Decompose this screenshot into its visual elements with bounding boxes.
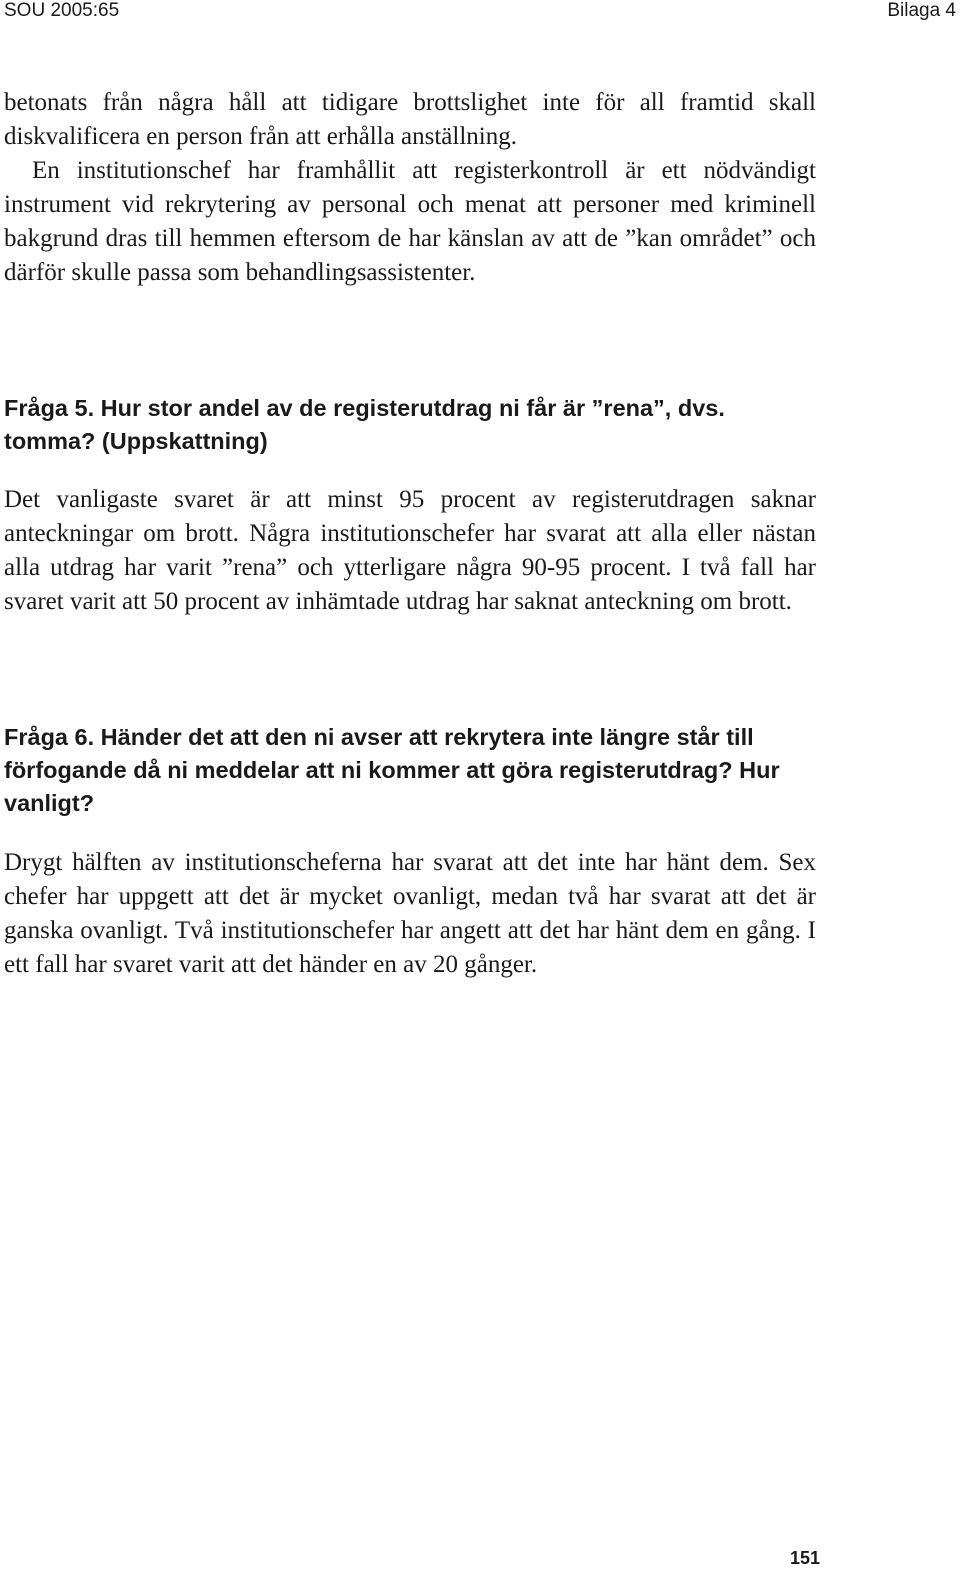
- appendix-label: Bilaga 4: [887, 0, 956, 21]
- paragraph-2-text: En institutionschef har framhållit att registerkontroll är ett nödvändigt instrument vid rekrytering av personal och menat att personer med kriminell bakgrund dras till hemmen eftersom de har känslan av att de ”kan området” och därför skulle passa som behandlingsassistenter.: [4, 157, 816, 286]
- question-6-answer: Drygt hälften av institutionscheferna har svarat att det inte har hänt dem. Sex chefer har uppgett att det är mycket ovanligt, medan två har svarat att det är ganska ovanligt. Två institutionschefer har angett att det har hänt dem en gång. I ett fall har svaret varit att det händer en av 20 gånger.: [4, 849, 816, 978]
- question-6-heading: Fråga 6. Händer det att den ni avser att rekrytera inte längre står till förfogande då ni meddelar att ni kommer att göra registerutdrag? Hur vanligt?: [4, 724, 780, 816]
- page-header: [4, 0, 956, 24]
- document-reference: SOU 2005:65: [4, 0, 120, 21]
- question-5-heading: Fråga 5. Hur stor andel av de registerutdrag ni får är ”rena”, dvs. tomma? (Uppskattning): [4, 395, 725, 454]
- paragraph-continuation: [4, 86, 816, 290]
- question-5-answer: Det vanligaste svaret är att minst 95 procent av registerutdragen saknar anteckningar om brott. Några institutionschefer har svarat att alla eller nästan alla utdrag har varit ”rena” och ytterligare några 90-95 procent. I två fall har svaret varit att 50 procent av inhämtade utdrag har saknat anteckning om brott.: [4, 486, 816, 615]
- page-number: 151: [789, 1548, 820, 1568]
- paragraph-1-text: betonats från några håll att tidigare brottslighet inte för all framtid skall diskvalificera en person från att erhålla anställning.: [4, 89, 816, 150]
